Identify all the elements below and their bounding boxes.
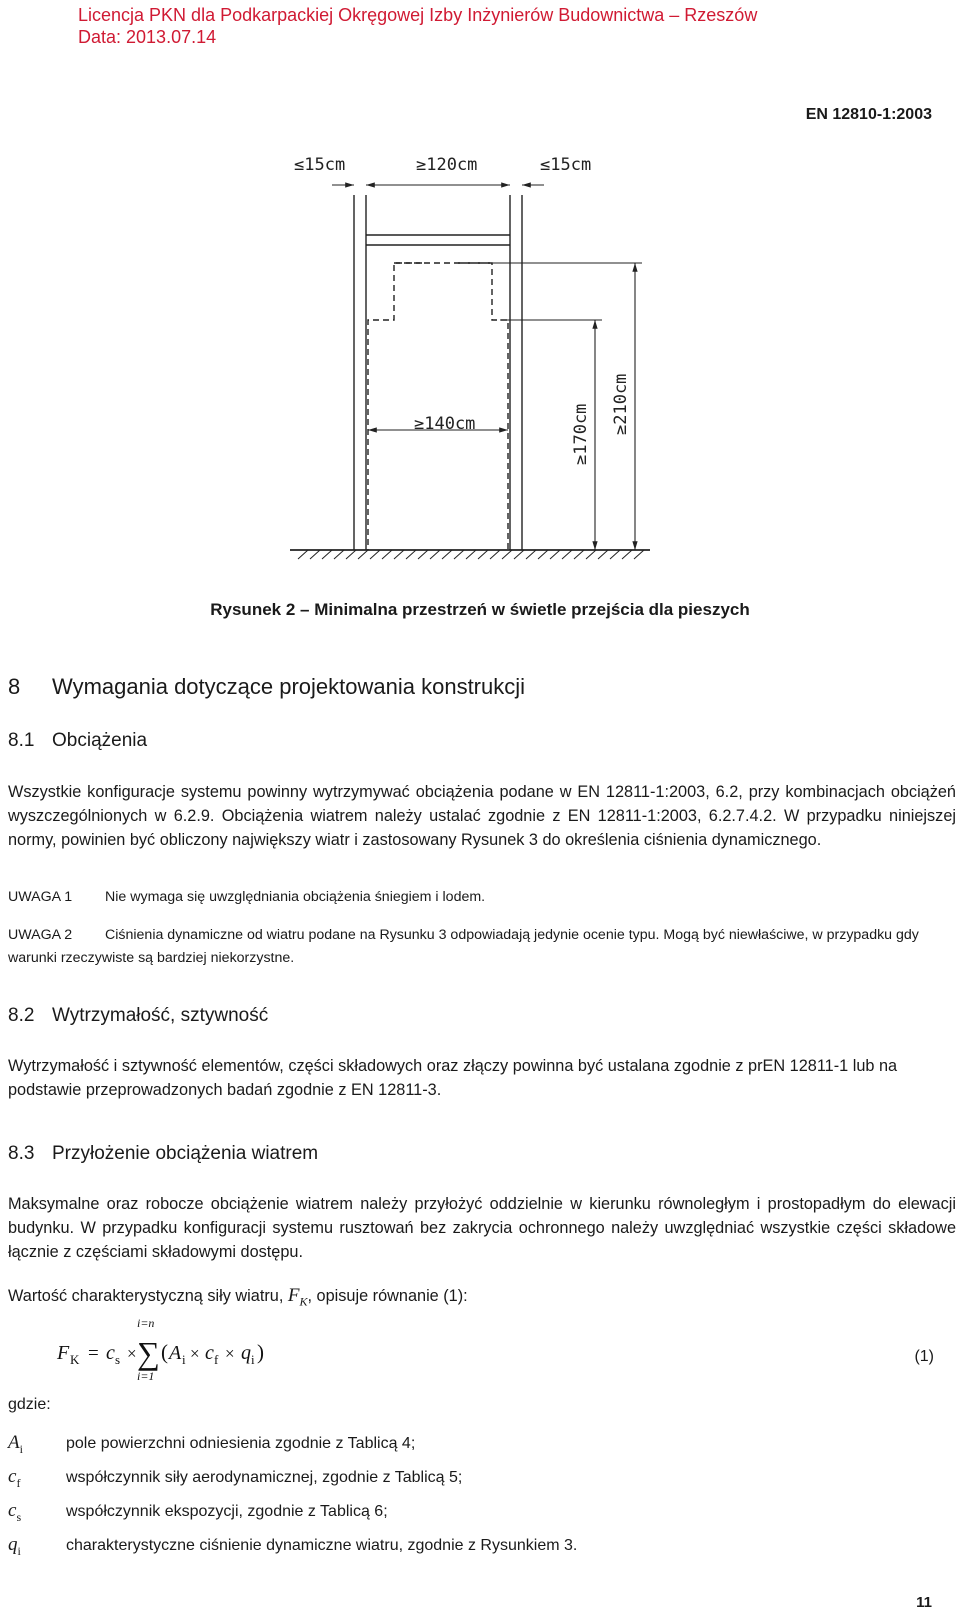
wind-intro-subscript: K bbox=[299, 1294, 308, 1309]
eq-times-1: × bbox=[127, 1344, 137, 1363]
wind-force-intro bbox=[8, 1284, 956, 1313]
section-8-3-title: Przyłożenie obciążenia wiatrem bbox=[52, 1143, 319, 1164]
eq-A: A bbox=[169, 1342, 182, 1364]
eq-equals: = bbox=[88, 1343, 99, 1364]
page-number: 11 bbox=[916, 1594, 932, 1611]
symbol-row bbox=[8, 1534, 577, 1562]
section-8-2-paragraph: Wytrzymałość i sztywność elementów, części składowych oraz złączy powinna być ustalana zgodnie z prEN 12811-1 lub na podstawie przeprowadzonych badań zgodnie z EN 12811-3. bbox=[8, 1057, 898, 1099]
dim-top-mid-label: ≥120cm bbox=[416, 155, 478, 175]
eq-sum-bottom: i=1 bbox=[137, 1369, 155, 1383]
dim-outer-height-label: ≥210cm bbox=[611, 373, 631, 435]
figure-caption: Rysunek 2 – Minimalna przestrzeń w świetle przejścia dla pieszych bbox=[210, 600, 750, 619]
eq-times-2: × bbox=[190, 1344, 200, 1363]
eq-close-paren: ) bbox=[257, 1340, 264, 1364]
wind-intro-after: , opisuje równanie (1): bbox=[307, 1287, 468, 1305]
dim-top-left-label: ≤15cm bbox=[294, 155, 346, 175]
standard-id: EN 12810-1:2003 bbox=[805, 106, 932, 123]
license-header bbox=[78, 4, 757, 48]
symbol-subscript: i bbox=[17, 1543, 21, 1558]
wind-intro-symbol: F bbox=[287, 1285, 300, 1306]
where-label: gdzie: bbox=[8, 1396, 51, 1413]
wind-force-equation bbox=[55, 1314, 355, 1384]
note-1-label: UWAGA 1 bbox=[8, 889, 73, 905]
symbol: q bbox=[8, 1534, 18, 1555]
eq-sum-top: i=n bbox=[137, 1316, 155, 1330]
symbol-row bbox=[8, 1500, 388, 1528]
eq-open-paren: ( bbox=[161, 1340, 168, 1364]
symbol-description: współczynnik siły aerodynamicznej, zgodnie z Tablicą 5; bbox=[66, 1469, 463, 1486]
clearance-profile bbox=[368, 263, 422, 550]
equation-number: (1) bbox=[914, 1348, 934, 1365]
eq-cs-sub: s bbox=[115, 1352, 121, 1367]
eq-sum-sign: ∑ bbox=[137, 1335, 160, 1371]
symbol: c bbox=[8, 1466, 17, 1487]
license-line-1: Licencja PKN dla Podkarpackiej Okręgowej Izby Inżynierów Budownictwa – Rzeszów bbox=[78, 5, 758, 25]
eq-lhs-sub: K bbox=[70, 1352, 80, 1367]
note-2-text: Ciśnienia dynamiczne od wiatru podane na Rysunku 3 odpowiadają jedynie ocenie typu. Mogą być niewłaściwe, w przypadku gdy warunki rzeczywiste są bardziej niekorzystne. bbox=[8, 927, 919, 966]
eq-cs: c bbox=[106, 1342, 115, 1364]
section-8-2-number: 8.2 bbox=[8, 1005, 35, 1026]
symbol-subscript: s bbox=[16, 1509, 22, 1524]
symbol-row bbox=[8, 1432, 415, 1460]
eq-times-3: × bbox=[225, 1344, 235, 1363]
section-8-title: Wymagania dotyczące projektowania konstrukcji bbox=[52, 674, 526, 699]
symbol-description: współczynnik ekspozycji, zgodnie z Tablicą 6; bbox=[66, 1503, 388, 1520]
wind-intro-before: Wartość charakterystyczną siły wiatru, bbox=[8, 1287, 288, 1305]
symbol: c bbox=[8, 1500, 17, 1521]
dim-inner-width-label: ≥140cm bbox=[414, 414, 476, 434]
section-8-number: 8 bbox=[8, 674, 21, 699]
section-8-1-heading bbox=[8, 730, 147, 752]
dim-top-right-label: ≤15cm bbox=[540, 155, 592, 175]
note-1-text: Nie wymaga się uwzględniania obciążenia śniegiem i lodem. bbox=[105, 889, 486, 905]
eq-lhs: F bbox=[57, 1342, 70, 1364]
dim-inner-height-label: ≥170cm bbox=[571, 403, 591, 465]
section-8-1-paragraph: Wszystkie konfiguracje systemu powinny wytrzymywać obciążenia podane w EN 12811-1:2003, 6.2, przy kombinacjach obciążeń wyszczególnionych w 6.2.9. Obciążenia wiatrem należy ustalać zgodnie z EN 12811-1:2003, 6.2.7.4.2. W przypadku niniejszej normy, powinien być obliczony największy wiatr i zastosowany Rysunek 3 do określenia ciśnienia dynamicznego. bbox=[8, 783, 956, 849]
eq-q: q bbox=[241, 1342, 251, 1364]
section-8-heading bbox=[8, 674, 525, 700]
symbol: A bbox=[8, 1432, 20, 1453]
eq-cf: c bbox=[205, 1342, 214, 1364]
symbol-row bbox=[8, 1466, 462, 1494]
passage-clearance-figure bbox=[270, 145, 670, 585]
note-2 bbox=[8, 924, 956, 970]
license-line-2: Data: 2013.07.14 bbox=[78, 27, 217, 47]
section-8-2-heading bbox=[8, 1005, 268, 1027]
section-8-1-number: 8.1 bbox=[8, 730, 35, 751]
symbol-subscript: f bbox=[16, 1475, 21, 1490]
section-8-2-title: Wytrzymałość, sztywność bbox=[52, 1005, 269, 1026]
symbol-subscript: i bbox=[19, 1441, 23, 1456]
section-8-3-number: 8.3 bbox=[8, 1143, 35, 1164]
section-8-3-heading bbox=[8, 1143, 318, 1165]
eq-q-sub: i bbox=[251, 1352, 255, 1367]
note-2-label: UWAGA 2 bbox=[8, 927, 73, 943]
section-8-1-title: Obciążenia bbox=[52, 730, 148, 751]
symbol-description: pole powierzchni odniesienia zgodnie z Tablicą 4; bbox=[66, 1435, 416, 1452]
note-1 bbox=[8, 886, 956, 909]
eq-A-sub: i bbox=[182, 1352, 186, 1367]
symbol-description: charakterystyczne ciśnienie dynamiczne wiatru, zgodnie z Rysunkiem 3. bbox=[66, 1537, 578, 1554]
clearance-profile-right bbox=[458, 263, 508, 550]
ground-hatching bbox=[298, 550, 644, 559]
eq-cf-sub: f bbox=[214, 1352, 219, 1367]
section-8-3-paragraph: Maksymalne oraz robocze obciążenie wiatrem należy przyłożyć oddzielnie w kierunku równoległym i prostopadłym do elewacji budynku. W przypadku konfiguracji systemu rusztowań bez zakrycia ochronnego należy uwzględniać wszystkie części składowe łącznie z częściami składowymi dostępu. bbox=[8, 1195, 956, 1261]
